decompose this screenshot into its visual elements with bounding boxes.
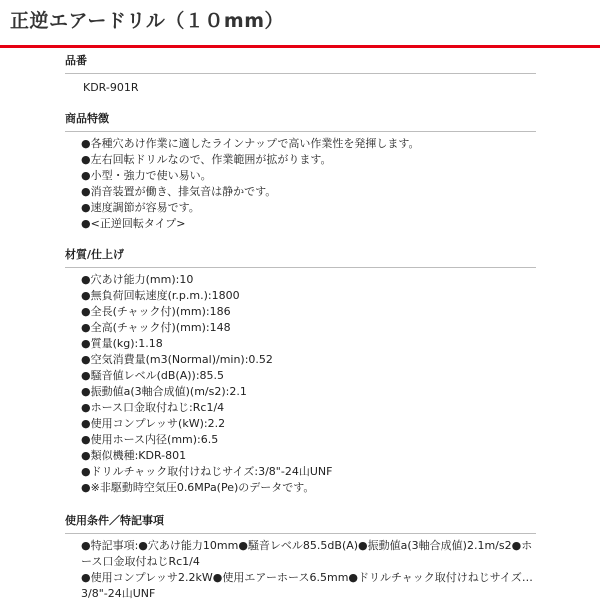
list-item: ●左右回転ドリルなので、作業範囲が拡がります。 <box>81 153 332 166</box>
list-item: ●各種穴あけ作業に適したラインナップで高い作業性を発揮します。 <box>81 137 420 150</box>
list-item: ●無負荷回転速度(r.p.m.):1800 <box>81 289 240 302</box>
list-item: ●質量(kg):1.18 <box>81 337 163 350</box>
section-heading: 使用条件／特記事項 <box>65 512 536 534</box>
list-item: ●騒音値レベル(dB(A)):85.5 <box>81 369 225 382</box>
list-item: ●使用ホース内径(mm):6.5 <box>81 433 219 446</box>
section-body <box>65 268 536 496</box>
section-material-finish <box>65 246 536 496</box>
list-item: ●速度調節が容易です。 <box>81 201 200 214</box>
section-usage-notes <box>65 512 536 602</box>
title-divider <box>0 45 600 48</box>
list-item: ●類似機種:KDR-801 <box>81 449 187 462</box>
list-item: ●<正逆回転タイプ> <box>81 217 186 230</box>
page-title: 正逆エアードリル（１０mm） <box>10 10 285 32</box>
list-item: ●全長(チャック付)(mm):186 <box>81 305 231 318</box>
section-heading: 品番 <box>65 52 536 74</box>
list-item: ●ホース口金取付ねじ:Rc1/4 <box>81 401 225 414</box>
list-item: ●ドリルチャック取付けねじサイズ:3/8"-24山UNF <box>81 465 333 478</box>
notes-paragraph: ●使用コンプレッサ2.2kW●使用エアーホース6.5mm●ドリルチャック取付けねじサイズ…3/8"-24山UNF <box>81 571 533 600</box>
list-item: ●振動値a(3軸合成値)(m/s2):2.1 <box>81 385 247 398</box>
section-heading: 材質/仕上げ <box>65 246 536 268</box>
section-body <box>65 74 536 96</box>
notes-paragraph: ●特記事項:●穴あけ能力10mm●騒音レベル85.5dB(A)●振動値a(3軸合成値)2.1m/s2●ホース口金取付ねじRc1/4 <box>81 539 533 568</box>
list-item: ●穴あけ能力(mm):10 <box>81 273 194 286</box>
list-item: ●小型・強力で使い易い。 <box>81 169 212 182</box>
list-item: ●空気消費量(m3(Normal)/min):0.52 <box>81 353 273 366</box>
list-item: ●消音装置が働き、排気音は静かです。 <box>81 185 277 198</box>
list-item: ●全高(チャック付)(mm):148 <box>81 321 231 334</box>
product-spec-content <box>65 52 536 614</box>
section-product-number <box>65 52 536 96</box>
list-item: ●使用コンプレッサ(kW):2.2 <box>81 417 226 430</box>
product-number-value: KDR-901R <box>83 81 139 94</box>
list-item: ●※非駆動時空気圧0.6MPa(Pe)のデータです。 <box>81 481 315 494</box>
section-features <box>65 110 536 232</box>
section-body <box>65 132 536 232</box>
section-heading: 商品特徴 <box>65 110 536 132</box>
section-body <box>65 534 536 602</box>
